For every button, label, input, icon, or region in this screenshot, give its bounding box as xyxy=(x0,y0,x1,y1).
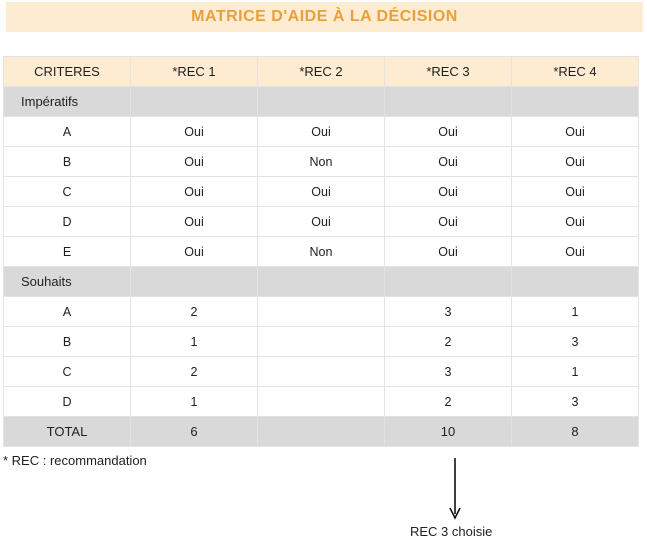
table-row xyxy=(4,357,639,387)
score-cell: 1 xyxy=(512,357,639,387)
page-title: MATRICE D'AIDE À LA DÉCISION xyxy=(191,8,458,25)
criterion-cell: B xyxy=(4,147,131,177)
score-cell: 2 xyxy=(385,327,512,357)
value-cell: Oui xyxy=(385,207,512,237)
decision-result: REC 3 choisie xyxy=(410,524,493,539)
table-row xyxy=(4,297,639,327)
score-cell: 3 xyxy=(385,357,512,387)
value-cell: Oui xyxy=(385,147,512,177)
value-cell: Oui xyxy=(512,207,639,237)
total-cell: 8 xyxy=(512,417,639,447)
table-row xyxy=(4,147,639,177)
section-label: Souhaits xyxy=(4,267,131,297)
table-row xyxy=(4,327,639,357)
score-cell: 2 xyxy=(131,297,258,327)
value-cell: Oui xyxy=(512,237,639,267)
criterion-cell: D xyxy=(4,207,131,237)
value-cell: Oui xyxy=(385,237,512,267)
table-row xyxy=(4,117,639,147)
score-cell xyxy=(258,297,385,327)
table-row xyxy=(4,387,639,417)
criterion-cell: C xyxy=(4,177,131,207)
criterion-cell: A xyxy=(4,117,131,147)
section-label: Impératifs xyxy=(4,87,131,117)
criterion-cell: A xyxy=(4,297,131,327)
header-row xyxy=(4,57,639,87)
title-banner xyxy=(6,2,643,32)
score-cell xyxy=(258,357,385,387)
value-cell: Oui xyxy=(385,117,512,147)
header-rec-1: *REC 1 xyxy=(131,57,258,87)
section-souhaits xyxy=(4,267,639,297)
section-imperatifs xyxy=(4,87,639,117)
score-cell: 3 xyxy=(385,297,512,327)
score-cell xyxy=(258,327,385,357)
table-row xyxy=(4,177,639,207)
value-cell: Oui xyxy=(385,177,512,207)
value-cell: Oui xyxy=(258,117,385,147)
arrow-down-icon xyxy=(448,458,462,520)
value-cell: Non xyxy=(258,237,385,267)
value-cell: Oui xyxy=(131,237,258,267)
score-cell: 2 xyxy=(131,357,258,387)
score-cell: 1 xyxy=(131,327,258,357)
header-criteres: CRITERES xyxy=(4,57,131,87)
table-row xyxy=(4,207,639,237)
total-cell: 6 xyxy=(131,417,258,447)
total-label: TOTAL xyxy=(4,417,131,447)
value-cell: Oui xyxy=(512,117,639,147)
header-rec-4: *REC 4 xyxy=(512,57,639,87)
score-cell: 1 xyxy=(131,387,258,417)
value-cell: Oui xyxy=(258,207,385,237)
total-row xyxy=(4,417,639,447)
header-rec-2: *REC 2 xyxy=(258,57,385,87)
value-cell: Oui xyxy=(131,117,258,147)
value-cell: Non xyxy=(258,147,385,177)
score-cell: 3 xyxy=(512,387,639,417)
score-cell xyxy=(258,387,385,417)
score-cell: 3 xyxy=(512,327,639,357)
score-cell: 1 xyxy=(512,297,639,327)
value-cell: Oui xyxy=(131,177,258,207)
criterion-cell: E xyxy=(4,237,131,267)
score-cell: 2 xyxy=(385,387,512,417)
header-rec-3: *REC 3 xyxy=(385,57,512,87)
criterion-cell: C xyxy=(4,357,131,387)
criterion-cell: B xyxy=(4,327,131,357)
total-cell xyxy=(258,417,385,447)
criterion-cell: D xyxy=(4,387,131,417)
value-cell: Oui xyxy=(131,207,258,237)
footnote: * REC : recommandation xyxy=(3,453,147,468)
total-cell: 10 xyxy=(385,417,512,447)
value-cell: Oui xyxy=(258,177,385,207)
decision-matrix-table xyxy=(3,56,639,447)
value-cell: Oui xyxy=(512,147,639,177)
value-cell: Oui xyxy=(131,147,258,177)
table-row xyxy=(4,237,639,267)
value-cell: Oui xyxy=(512,177,639,207)
